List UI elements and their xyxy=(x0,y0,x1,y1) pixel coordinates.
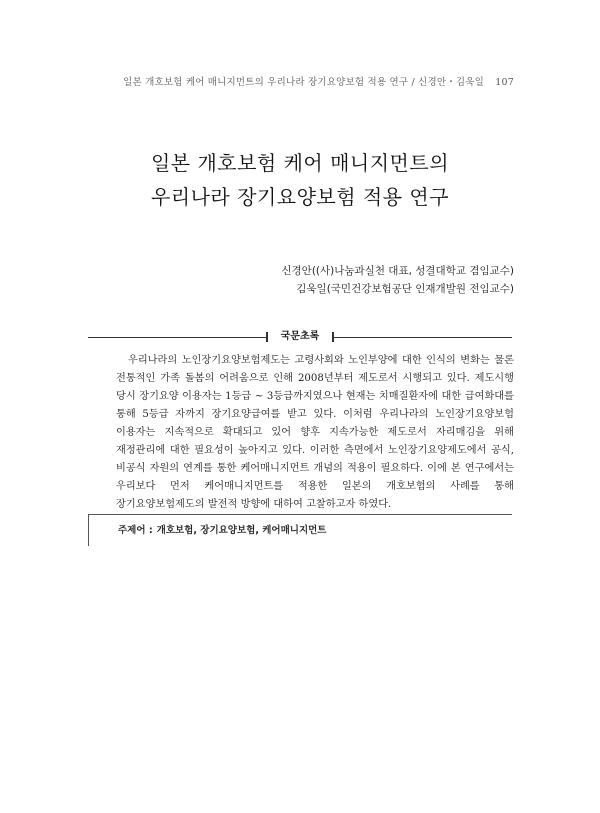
keywords xyxy=(118,522,326,536)
rule-line-right xyxy=(332,337,512,338)
paper-title xyxy=(0,146,600,214)
author-list xyxy=(281,262,514,298)
title-line-1: 일본 개호보험 케어 매니지먼트의 xyxy=(150,151,450,175)
running-header-text: 일본 개호보험 케어 매니지먼트의 우리나라 장기요양보험 적용 연구 / 신경안・김욱일 xyxy=(123,77,485,88)
keywords-label: 주제어 : xyxy=(118,525,153,536)
author-1: 신경안((사)나눔과실천 대표, 성결대학교 겸임교수) xyxy=(281,265,514,277)
abstract-body: 우리나라의 노인장기요양보험제도는 고령사회와 노인부양에 대한 인식의 변화는 물론 전통적인 가족 돌봄의 어려움으로 인해 2008년부터 제도로서 시행되고 있다. 제도시행 당시 장기요양 이용자는 1등급 ~ 3등급까지였으나 현재는 치매질환자에 대한 급여화대를 통해 5등급 자까지 장기요양급여를 받고 있다. 이처럼 우리나라의 노인장기요양보험 이용자는 지속적으로 확대되고 있어 향후 지속가능한 제도로서 자리매김을 위해 재정관리에 대한 필요성이 높아지고 있다. 이러한 측면에서 노인장기요양제도에서 공식, 비공식 자원의 연계를 통한 케어매니지먼트 개념의 적용이 필요하다. 이에 본 연구에서는 우리보다 먼저 케어매니지먼트를 적용한 일본의 개호보험의 사례를 통해 장기요양보험제도의 발전적 방향에 대하여 고찰하고자 하였다. xyxy=(116,355,514,510)
abstract-heading: 국문초록 xyxy=(280,331,320,342)
title-line-2: 우리나라 장기요양보험 적용 연구 xyxy=(150,185,450,209)
keywords-items: 개호보험, 장기요양보험, 케어매니지먼트 xyxy=(156,525,327,536)
author-2: 김욱일(국민건강보험공단 인재개발원 전임교수) xyxy=(296,283,514,295)
page-number: 107 xyxy=(495,77,514,88)
abstract-heading-rule xyxy=(88,331,512,343)
keywords-left-rule xyxy=(88,514,89,546)
running-header xyxy=(123,74,514,88)
keywords-top-rule xyxy=(88,514,512,515)
